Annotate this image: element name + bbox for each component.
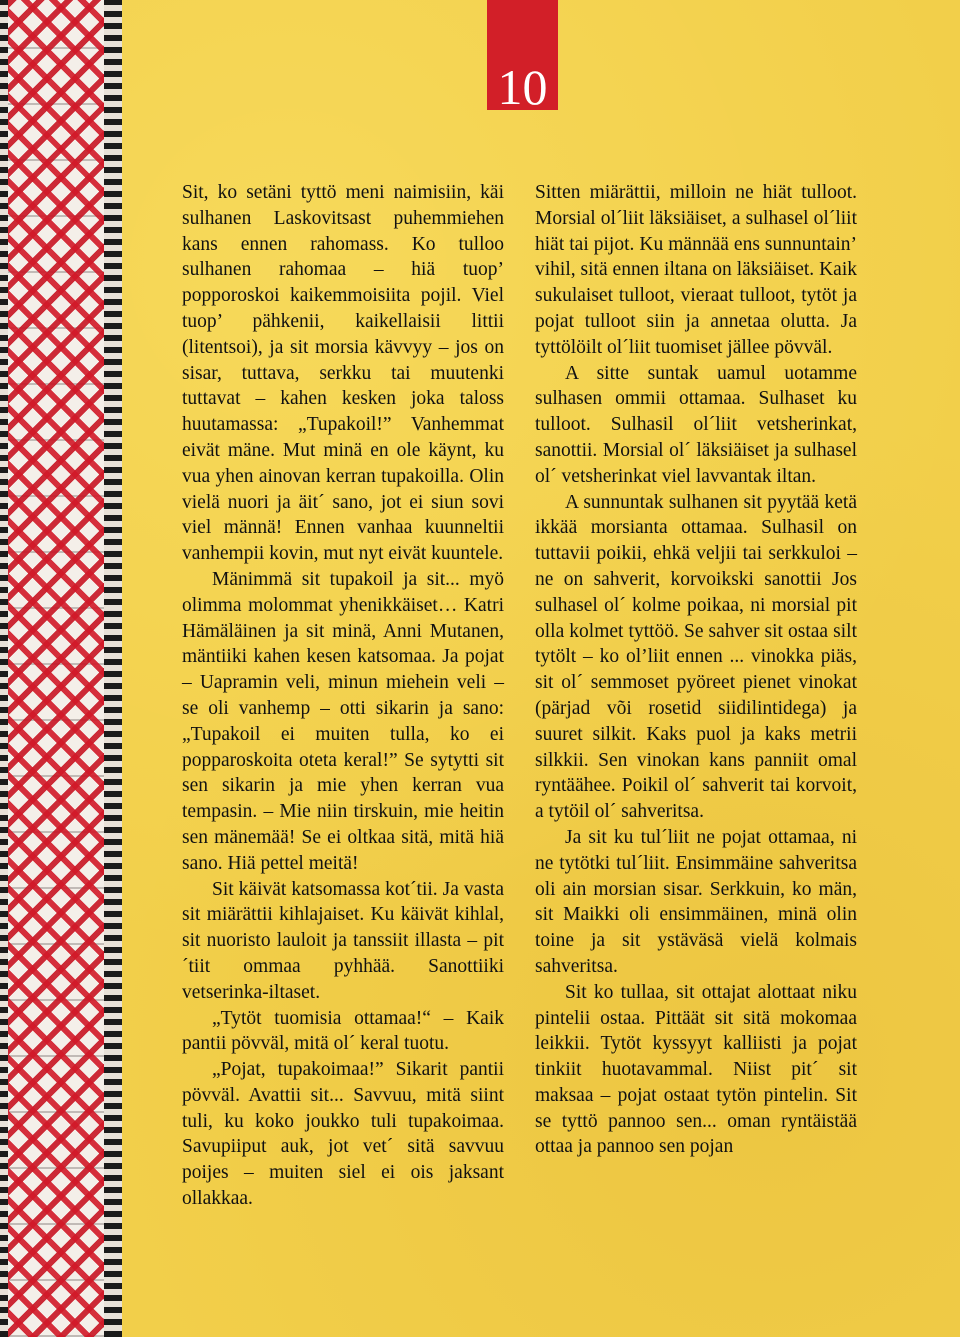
paragraph: Sit, ko setäni tyttö meni naimisiin, käi sulhanen Laskovitsast puhemmiehen kans ennen rahomass. Ko tulloo sulhanen rahomaa – hiä tuop’ popporoskoi kaikemmoisiita pojil. Viel tuop’ pähkenii, kaikellaisii littii (litentsoi), ja sit morsia kävvyy – jos on sisar, tuttava, serkku tai muutenki tuttavat – kahen kesken joka taloss huutamassa: „Tupakoil!” Vanhemmat eivät mäne. Mut minä en ole käynt, ku vua yhen ainovan kerran tupakoilla. Olin vielä nuori ja äit´ sano, jot ei siun sovi viel männä! Ennen vanhaa kuunneltii vanhempii kovin, mut nyt eivät kuuntele. (182, 182, 504, 565)
page-number: 10 (497, 59, 548, 115)
text-column-left (182, 180, 504, 1212)
paragraph: Sit käivät katsomassa kot´tii. Ja vasta sit miärättii kihlajaiset. Ku käivät kihlal, sit nuoristo lauloit ja tanssiit illasta – pit´tiit ommaa pyhhää. Sanottiiki vetserinka-iltaset. (182, 878, 504, 1003)
paragraph: „Pojat, tupakoimaa!” Sikarit pantii pövväl. Avattii sit... Savvuu, mitä siint tuli, ku koko joukko tuli tupakoimaa. Savupiiput auk, jot vet´ sitä savvuu poijes – muiten siel ei ois jaksant ollakkaa. (182, 1059, 504, 1210)
text-column-right (535, 180, 857, 1160)
paragraph: Sitten miärättii, milloin ne hiät tulloot. Morsial ol´liit läksiäiset, a sulhasel ol´liit hiät tai pijot. Ku männää ens sunnuntain’ vihil, sitä ennen iltana on läksiäiset. Kaik sukulaiset tulloot, vieraat tulloot, tytöt ja pojat tulloot siin ja annetaa olutta. Ja tyttölöilt ol´liit tuomiset jällee pövväl. (535, 182, 857, 358)
paragraph: A sitte suntak uamul uotamme sulhasen ommii ottamaa. Sulhaset ku tulloot. Sulhasil ol´liit vetsherinkat, sanottii. Morsial ol´ läksiäiset ja sulhasel ol´ vetsherinkat viel lavvantak iltan. (535, 362, 857, 487)
paragraph: Ja sit ku tul´liit ne pojat ottamaa, ni ne tytötki tul´liit. Ensimmäine sahveritsa oli ain morsian sisar. Serkkuin, ko män, sit Maikki oli ensimmäinen, minä olin toine ja sit ystäväsä vielä kolmais sahveritsa. (535, 826, 857, 977)
page-number-tab (487, 0, 558, 115)
paragraph: „Tytöt tuomisia ottamaa!“ – Kaik pantii pövväl, mitä ol´ keral tuotu. (182, 1007, 504, 1055)
ribbon-edge-right (104, 0, 122, 1337)
paragraph: Mänimmä sit tupakoil ja sit... myö olimma molommat yhenikkäiset… Katri Hämäläinen ja sit minä, Anni Mutanen, mäntiiki kahen kesen katsomaa. Ja pojat – Uapramin veli, minun miehein veli – se oli vanhemp – otti sikarin ja sano: „Tupakoil ei muiten tulla, ko ei popparoskoita oteta keral!” Se sytytti sit sen sikarin ja mie yhen kerran vua tempasin. – Mie niin tirskuin, mie heitin sen mänemää! Se ei oltkaa sitä, mitä hiä sano. Hiä pettel meitä! (182, 568, 504, 874)
paragraph: Sit ko tullaa, sit ottajat alottaat niku pintelii ostaa. Pittäät sit sitä mokomaa leikkii. Tytöt kyssyyt kalliisti ja pojat tinkiit huotavammal. Niist pit´ sit maksaa – pojat ostaat tytön pintelin. Sit se tyttö pannoo sen... oman ryntäistää ottaa ja pannoo sen pojan (535, 981, 857, 1158)
paragraph: A sunnuntak sulhanen sit pyytää ketä ikkää morsianta ottamaa. Sulhasil on tuttavii poikii, ehkä veljii tai serkkuloi – ne on sahverit, korvoikski sanottii Jos sulhasel ol´ kolme poikaa, ni morsial pit olla kolmet tyttöö. Se sahver sit ostaa silt tytölt – ko ol’liit ennen ... vinokka piäs, sit ol´ semmoset pyöreet pienet vinokat (pärjad või rosetid siidilintidega) ja suuret silkit. Kaks puol ja kaks metrii silkkii. Sen vinokan kans panniit omal ryntäähee. Poikil ol´ sahverit tai korvoit, a tytöil ol´ sahveritsa. (535, 491, 857, 823)
ribbon-edge-left (0, 0, 8, 1337)
